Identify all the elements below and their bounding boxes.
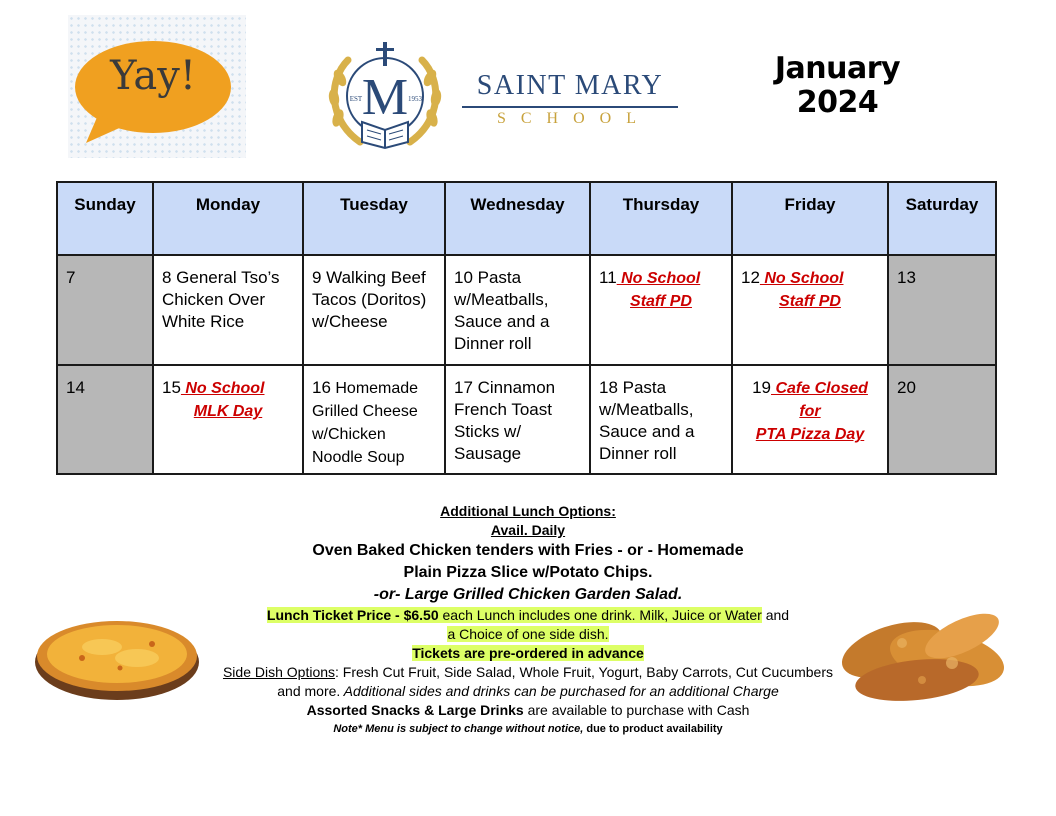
- preorder-text: Tickets are pre-ordered in advance: [412, 645, 644, 661]
- side-text: : Fresh Cut Fruit, Side Salad, Whole Fruit, Yogurt, Baby Carrots, Cut Cucumbers and more.: [277, 664, 834, 699]
- day-cell: 7: [57, 255, 153, 365]
- menu-item: Homemade Grilled Cheese w/Chicken Noodle Soup: [312, 380, 419, 466]
- mlk-day-note: MLK Day: [193, 403, 263, 420]
- lunch-calendar: [56, 181, 997, 475]
- pta-pizza-note: PTA Pizza Day: [755, 426, 865, 443]
- year: 2024: [796, 85, 879, 120]
- note-italic: Note* Menu is subject to change without notice,: [333, 723, 584, 735]
- month-title: [735, 52, 940, 120]
- price-label: Lunch Ticket Price - $6.50: [266, 607, 439, 623]
- day-cell: [732, 365, 888, 474]
- crest-est: EST: [349, 95, 363, 103]
- no-school-note: No School: [180, 380, 265, 397]
- day-cell: 10 Pasta w/Meatballs, Sauce and a Dinner roll: [445, 255, 590, 365]
- month-name: January: [774, 51, 901, 86]
- day-cell: 8 General Tso’s Chicken Over White Rice: [153, 255, 303, 365]
- option-line: -or- Large Grilled Chicken Garden Salad.: [373, 586, 683, 603]
- day-header: Friday: [732, 182, 888, 255]
- day-cell: 18 Pasta w/Meatballs, Sauce and a Dinner roll: [590, 365, 732, 474]
- side-italic: Additional sides and drinks can be purchased for an additional Charge: [340, 683, 779, 699]
- price-line: [222, 606, 834, 625]
- day-cell: [590, 255, 732, 365]
- chicken-tenders-image: [822, 588, 1028, 716]
- day-header: Monday: [153, 182, 303, 255]
- price-line-2: [222, 625, 834, 644]
- day-number: 19: [752, 378, 771, 397]
- staff-pd-note: Staff PD: [630, 293, 692, 310]
- snacks-line: [222, 701, 834, 720]
- school-crest-logo: [320, 38, 450, 153]
- pizza-image: [22, 592, 212, 712]
- preorder-line: [222, 644, 834, 663]
- price-text-2: a Choice of one side dish.: [447, 626, 609, 642]
- yay-text: Yay!: [110, 53, 196, 99]
- school-name-divider: [462, 106, 678, 108]
- price-text: each Lunch includes one drink. Milk, Juice or Water: [438, 607, 762, 623]
- cafe-closed-note: Cafe Closed: [771, 380, 868, 397]
- lunch-info-section: [222, 502, 834, 739]
- day-cell: [732, 255, 888, 365]
- cafe-closed-for: for: [799, 403, 821, 420]
- day-cell: 20: [888, 365, 996, 474]
- crest-letter: M: [361, 69, 409, 126]
- note-line: [222, 720, 834, 739]
- day-number: 16: [312, 378, 331, 397]
- calendar-header-row: [57, 182, 996, 255]
- school-name: SAINT MARY: [476, 70, 664, 101]
- day-cell: [303, 365, 445, 474]
- day-cell: 9 Walking Beef Tacos (Doritos) w/Cheese: [303, 255, 445, 365]
- option-line: Plain Pizza Slice w/Potato Chips.: [403, 564, 653, 581]
- calendar-week-row: [57, 365, 996, 474]
- info-heading: Additional Lunch Options:: [440, 503, 616, 519]
- snacks-bold: Assorted Snacks & Large Drinks: [306, 702, 524, 718]
- yay-bubble-image: [68, 15, 246, 158]
- day-number: 12: [741, 268, 760, 287]
- day-header: Thursday: [590, 182, 732, 255]
- calendar-week-row: [57, 255, 996, 365]
- no-school-note: No School: [759, 270, 844, 287]
- day-header: Wednesday: [445, 182, 590, 255]
- school-subtitle: SCHOOL: [496, 110, 651, 127]
- day-header: Tuesday: [303, 182, 445, 255]
- note-text: due to product availability: [583, 723, 723, 735]
- day-header: Sunday: [57, 182, 153, 255]
- option-line: Oven Baked Chicken tenders with Fries - or - Homemade: [312, 542, 744, 559]
- snacks-text: are available to purchase with Cash: [523, 702, 750, 718]
- day-header: Saturday: [888, 182, 996, 255]
- no-school-note: No School: [616, 270, 701, 287]
- day-cell: 17 Cinnamon French Toast Sticks w/ Sausage: [445, 365, 590, 474]
- day-number: 11: [599, 268, 617, 287]
- side-dish-line: [222, 663, 834, 701]
- day-cell: 13: [888, 255, 996, 365]
- staff-pd-note: Staff PD: [779, 293, 841, 310]
- price-and: and: [761, 607, 790, 623]
- crest-year: 1953: [408, 95, 422, 103]
- info-subheading: Avail. Daily: [490, 522, 566, 538]
- day-cell: 14: [57, 365, 153, 474]
- day-number: 15: [162, 378, 181, 397]
- side-label: Side Dish Options: [222, 664, 336, 680]
- day-cell: [153, 365, 303, 474]
